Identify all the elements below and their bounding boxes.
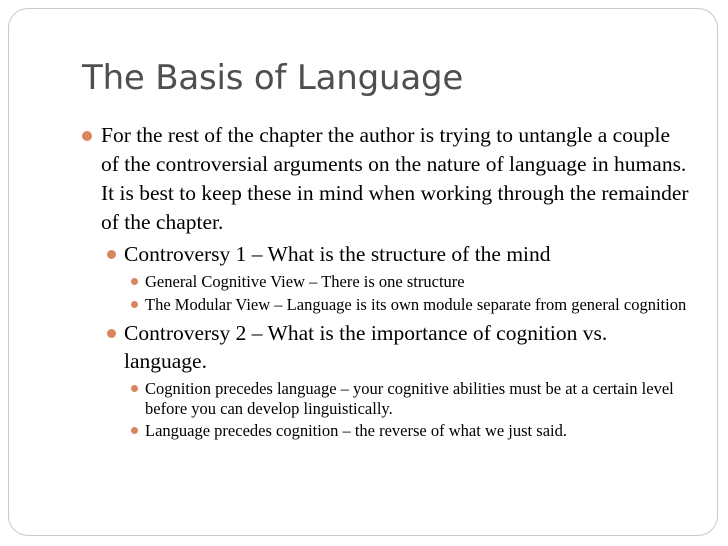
bullet-controversy-1-text: Controversy 1 – What is the structure of the mind — [124, 242, 551, 266]
bullet-icon — [131, 301, 138, 308]
subbullet-general-cognitive-view — [80, 272, 690, 292]
bullet-controversy-1 — [80, 240, 690, 268]
bullet-icon — [107, 329, 116, 338]
bullet-main-text: For the rest of the chapter the author is trying to untangle a couple of the controversial arguments on the nature of language in humans. It is best to keep these in mind when working through the remainder of the chapter. — [101, 123, 689, 234]
bullet-controversy-2-text: Controversy 2 – What is the importance of cognition vs. language. — [124, 321, 608, 373]
bullet-icon — [131, 385, 138, 392]
bullet-icon — [131, 427, 138, 434]
subbullet-language-precedes-cognition — [80, 421, 690, 441]
bullet-controversy-2 — [80, 319, 690, 375]
subbullet-text: Language precedes cognition – the reverse of what we just said. — [145, 421, 567, 440]
subbullet-text: The Modular View – Language is its own module separate from general cognition — [145, 294, 687, 314]
slide-body — [80, 121, 690, 441]
bullet-icon — [82, 131, 92, 141]
subbullet-modular-view — [80, 295, 690, 315]
slide-title: The Basis of Language — [82, 58, 464, 98]
bullet-main — [80, 121, 690, 237]
subbullet-text: General Cognitive View – There is one structure — [145, 272, 465, 291]
subbullet-cognition-precedes-language — [80, 379, 690, 418]
subbullet-text: Cognition precedes language – your cognitive abilities must be at a certain level before you can develop linguistically. — [145, 379, 674, 418]
bullet-icon — [107, 250, 116, 259]
bullet-icon — [131, 278, 138, 285]
